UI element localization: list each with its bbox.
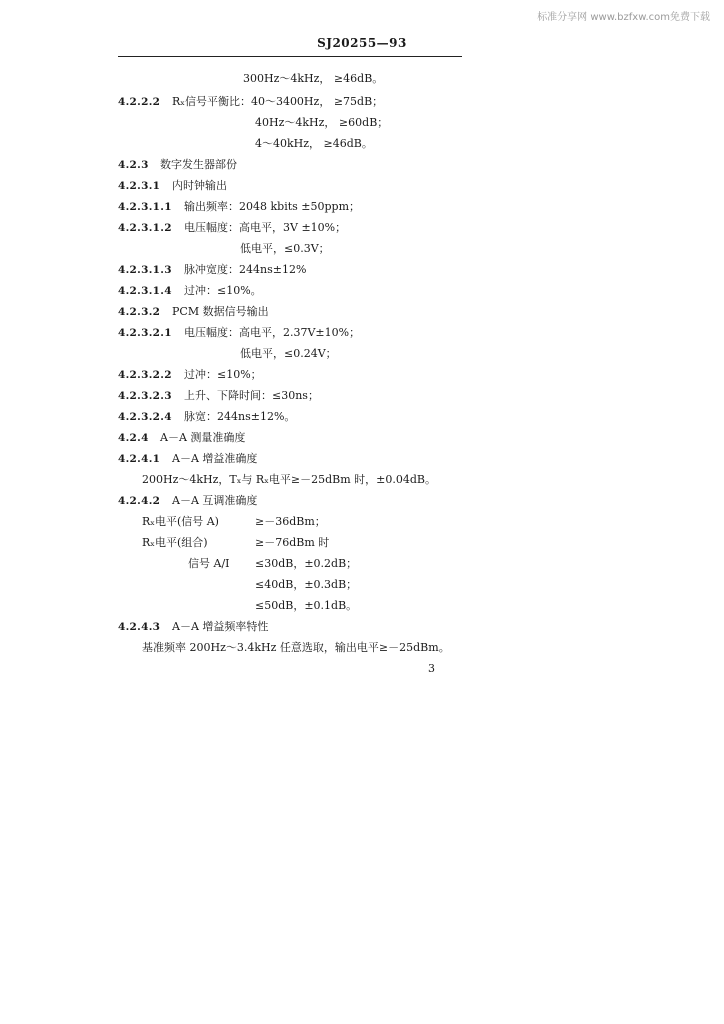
body-line: Rₓ信号平衡比：40～3400Hz， ≥75dB；	[172, 95, 384, 108]
body-line-label: Rₓ电平(组合)	[142, 536, 208, 549]
body-line: 上升、下降时间：≤30ns；	[184, 389, 319, 402]
body-line-value: ≥－76dBm 时	[255, 536, 330, 549]
clause-number: 4.2.4.3	[118, 621, 161, 633]
clause-number: 4.2.3	[118, 159, 149, 171]
body-line: 电压幅度：高电平，3V ±10%；	[184, 221, 347, 234]
clause-number: 4.2.3.1	[118, 180, 161, 192]
clause-number: 4.2.3.2.1	[118, 327, 172, 339]
clause-number: 4.2.4	[118, 432, 149, 444]
clause-number: 4.2.4.2	[118, 495, 161, 507]
body-line: 200Hz～4kHz，Tₓ与 Rₓ电平≥－25dBm 时，±0.04dB。	[142, 473, 436, 486]
clause-number: 4.2.3.1.2	[118, 222, 172, 234]
body-line: 过冲：≤10%；	[184, 368, 262, 381]
clause-title: PCM 数据信号输出	[172, 305, 269, 318]
clause-title: A－A 增益准确度	[172, 452, 258, 465]
body-line: 脉冲宽度：244ns±12%	[184, 263, 307, 276]
page-number: 3	[428, 662, 435, 675]
body-line-value: ≤30dB，±0.2dB；	[255, 557, 358, 570]
clause-title: A－A 测量准确度	[160, 431, 246, 444]
body-line-label: 信号 A/I	[188, 557, 230, 570]
body-line: 40Hz～4kHz， ≥60dB；	[255, 116, 389, 129]
clause-title: A－A 互调准确度	[172, 494, 258, 507]
clause-number: 4.2.3.2.2	[118, 369, 172, 381]
clause-title: A－A 增益频率特性	[172, 620, 269, 633]
clause-number: 4.2.3.1.3	[118, 264, 172, 276]
clause-number: 4.2.3.2.4	[118, 411, 172, 423]
clause-title: 数字发生器部份	[160, 158, 237, 171]
clause-number: 4.2.2.2	[118, 96, 161, 108]
body-line: 电压幅度：高电平，2.37V±10%；	[184, 326, 361, 339]
body-line-value: ≥－36dBm；	[255, 515, 326, 528]
body-line-label: Rₓ电平(信号 A)	[142, 515, 219, 528]
clause-number: 4.2.3.1.4	[118, 285, 172, 297]
body-line: 过冲：≤10%。	[184, 284, 262, 297]
body-line: 脉宽：244ns±12%。	[184, 410, 296, 423]
clause-number: 4.2.3.2.3	[118, 390, 172, 402]
watermark-text: 标准分享网 www.bzfxw.com免费下载	[537, 12, 710, 23]
body-line: 输出频率：2048 kbits ±50ppm；	[184, 200, 361, 213]
body-line: 300Hz～4kHz， ≥46dB。	[243, 72, 384, 85]
body-line: 4～40kHz， ≥46dB。	[255, 137, 373, 150]
body-line: 低电平，≤0.24V；	[240, 347, 337, 360]
body-line: ≤50dB，±0.1dB。	[255, 599, 358, 612]
clause-number: 4.2.3.2	[118, 306, 161, 318]
clause-number: 4.2.4.1	[118, 453, 161, 465]
body-line: 低电平，≤0.3V；	[240, 242, 330, 255]
header-rule	[118, 56, 462, 57]
clause-title: 内时钟输出	[172, 179, 227, 192]
document-code-header: SJ20255—93	[317, 36, 407, 50]
body-line: 基准频率 200Hz～3.4kHz 任意选取，输出电平≥－25dBm。	[142, 641, 450, 654]
clause-number: 4.2.3.1.1	[118, 201, 172, 213]
body-line: ≤40dB，±0.3dB；	[255, 578, 358, 591]
